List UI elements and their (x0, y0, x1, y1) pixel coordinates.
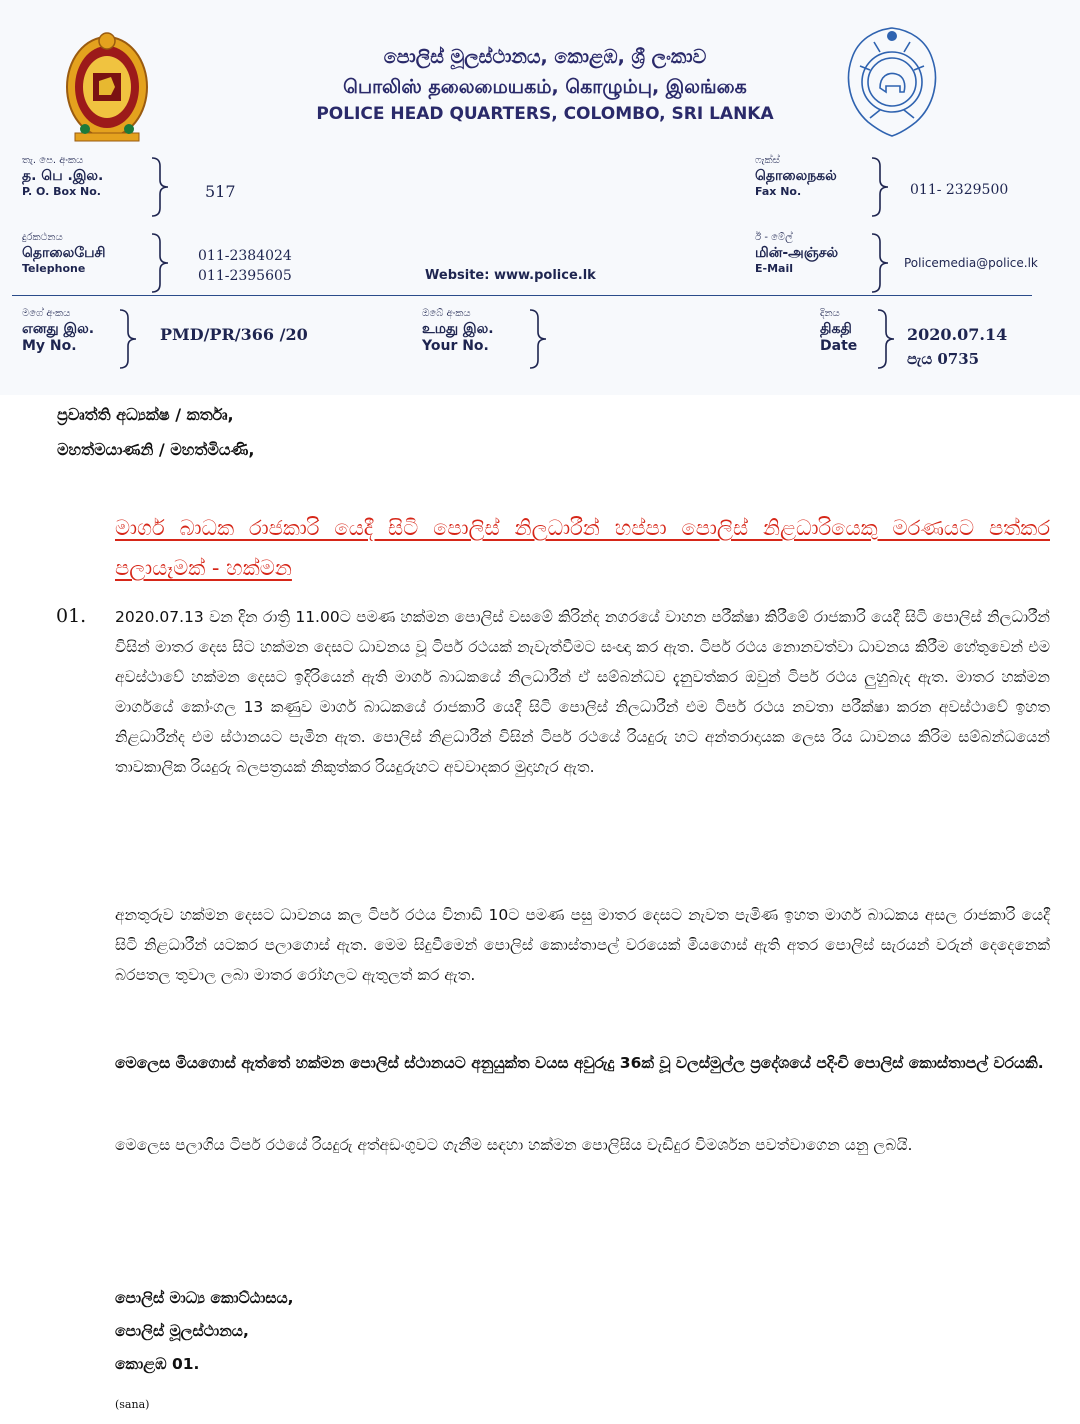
title-english: POLICE HEAD QUARTERS, COLOMBO, SRI LANKA (316, 104, 774, 124)
paragraph-1: 2020.07.13 වන දින රාත්‍රි 11.00ට පමණ හක්මන පොලිස් වසමේ කිරින්ද නගරයේ වාහන පරීක්ෂා කිරීමේ රාජකාරි යෙදී සිටි පොලිස් නිලධාරීන් විසින් මාතර දෙස සිට හක්මන දෙසට ධාවනය වූ ටිපර් රථයක් නැවැත්වීමට සංඥා කර ඇත. ටිපර් රථය නොනවත්වා ධාවනය කිරීම හේතුවෙන් එම අවස්ථාවේ හක්මන දෙසට ඉදිරියෙන් ඇති මාර්ග බාධකයේ නිලධාරීන් ඒ සම්බන්ධව දැනුවත්කර ඔවුන් ටිපර් රථය ලුහුබැද ඇත. මාතර හක්මන මාර්ගයේ කෝංගල 13 කණුව මාර්ග බාධකයේ රාජකාරි යෙදී සිටි පොලිස් නිලධාරීන් එම ටිපර් රථය නවතා පරීක්ෂා කරන අවස්ථාවේ ඉහත නිළධාරීන්ද එම ස්ථානයට පැමින ඇත. පොලිස් නිළධාරීන් විසින් ටිපර් රථයේ රියදුරු හට අන්තරාදායක ලෙස රිය ධාවනය කිරිම සම්බන්ධයෙන් තාවකාලික රියදුරු බලපත්‍රයක් නිකුත්කර රියදුරුහට අවවාදකර මුදාහැර ඇත. (115, 608, 1050, 776)
email-label: ඊ - මේල් மின்-அஞ்சல் E-Mail (755, 232, 839, 275)
sri-lanka-emblem-icon (55, 25, 160, 145)
paragraph-3: මෙලෙස මියගොස් ඇත්තේ හක්මන පොලිස් ස්ථානයට අනුයුක්ත වයස අවුරුදු 36ක් වූ වලස්මුල්ල ප්‍රදේශයේ පදිංචි පොලිස් කොස්තාපල් වරයකි. (115, 1054, 1044, 1072)
author-note: (sana) (115, 1398, 150, 1411)
telephone-value-2: 011-2395605 (198, 268, 292, 284)
telephone-value-1: 011-2384024 (198, 248, 292, 264)
paragraph-number: 01. (56, 605, 87, 627)
brace-icon (528, 308, 550, 370)
paragraph-2: අනතුරුව හක්මන දෙසට ධාවනය කල ටිපර් රථය විනාඩි 10ට පමණ පසු මාතර දෙසට නැවත පැමිණ ඉහත මාර්ග බාධකය අසල රාජකාරි යෙදී සිටි නිළධාරීන් යටකර පලාගොස් ඇත. මෙම සිදුවීමෙන් පොලිස් කොස්තාපල් වරයෙක් මියගොස් ඇති අතර පොලිස් සැරයන් වරුන් දෙදෙනෙක් බරපතල තුවාල ලබා මාතර රෝහලට ඇතුලත් කර ඇත. (115, 906, 1050, 984)
signature-line-3: කොළඹ 01. (115, 1355, 200, 1373)
news-heading: මාර්ග බාධක රාජකාරි යෙදී සිටි පොලිස් නිලධාරීන් හප්පා පොලිස් නිළධාරියෙකු මරණයට පත්කර පලායෑමක් - හක්මන (115, 516, 1050, 580)
fax-label: ෆැක්ස් தொலைநகல் Fax No. (755, 155, 837, 198)
website[interactable]: Website: www.police.lk (425, 268, 596, 283)
telephone-label: දුරකථනය தொலைபேசி Telephone (22, 232, 106, 275)
date-value: 2020.07.14 (907, 325, 1008, 344)
time-value: පැය 0735 (907, 350, 980, 368)
date-label: දිනය திகதி Date (820, 308, 858, 354)
salutation-line-1: ප්‍රවෘත්ති අධ්‍යක්ෂ / කර්තෘ, (57, 405, 234, 424)
salutation-line-2: මහත්මයාණනි / මහත්මියණි, (57, 440, 255, 459)
brace-icon (870, 232, 892, 294)
my-no-label: මගේ අංකය எனது இல. My No. (22, 308, 95, 354)
brace-icon (118, 308, 140, 370)
signature-line-1: පොලිස් මාධ්‍ය කොට්ඨාසය, (115, 1289, 294, 1307)
your-no-label: ඔබේ අංකය உமது இல. Your No. (422, 308, 494, 354)
brace-icon (150, 156, 172, 218)
brace-icon (870, 156, 892, 218)
brace-icon (876, 308, 898, 370)
header-divider (12, 295, 1032, 296)
pobox-value: 517 (205, 182, 236, 201)
title-sinhala: පොලිස් මූලස්ථානය, කොළඹ, ශ්‍රී ලංකාව (383, 46, 707, 68)
pobox-label: තැ. පෙ. අංකය த. பெ .இல. P. O. Box No. (22, 155, 104, 198)
signature-line-2: පොලිස් මූලස්ථානය, (115, 1322, 249, 1340)
title-tamil: பொலிஸ் தலைமையகம், கொழும்பு, இலங்கை (343, 76, 747, 98)
fax-value: 011- 2329500 (910, 182, 1009, 198)
paragraph-4: මෙලෙස පලාගිය ටිපර් රථයේ රියදුරු අත්අඩංගුවට ගැනීම සඳහා හක්මන පොලිසිය වැඩිදුර විමර්ශන පවත්වාගෙන යනු ලබයි. (115, 1136, 913, 1154)
my-no-value: PMD/PR/366 /20 (160, 325, 308, 344)
email-value[interactable]: Policemedia@police.lk (904, 256, 1038, 270)
brace-icon (150, 232, 172, 294)
